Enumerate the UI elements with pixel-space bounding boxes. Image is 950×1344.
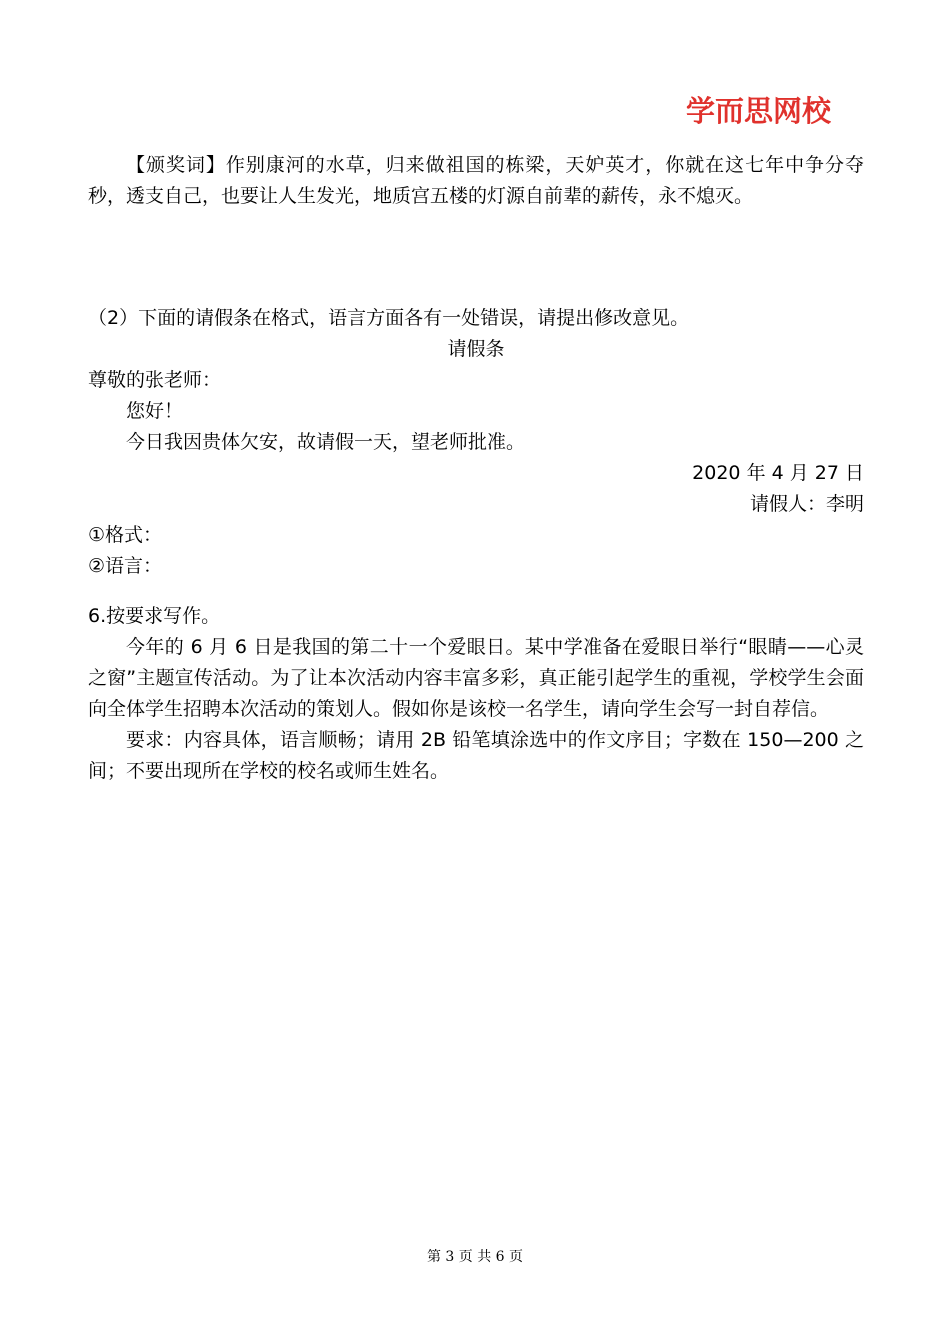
leave-note-signature: 请假人：李明 — [749, 493, 864, 515]
page-number: 第 3 页 共 6 页 — [426, 1249, 524, 1265]
leave-note-title: 请假条 — [447, 338, 505, 360]
leave-note — [88, 334, 864, 520]
spacer — [88, 582, 864, 601]
question-6-paragraph: 今年的 6 月 6 日是我国的第二十一个爱眼日。某中学准备在爱眼日举行“眼睛——心灵之窗”主题宣传活动。为了让本次活动内容丰富多彩，真正能引起学生的重视，学校学生会面向全体学生招聘本次活动的策划人。假如你是该校一名学生，请向学生会写一封自荐信。 — [88, 636, 864, 720]
page-content — [88, 150, 864, 787]
leave-note-date: 2020 年 4 月 27 日 — [692, 462, 864, 484]
question-6-requirements: 要求：内容具体，语言顺畅；请用 2B 铅笔填涂选中的作文序目；字数在 150—200 之间；不要出现所在学校的校名或师生姓名。 — [88, 729, 864, 782]
leave-note-body: 今日我因贵体欠安，故请假一天，望老师批准。 — [126, 431, 526, 453]
award-speech: 【颁奖词】作别康河的水草，归来做祖国的栋梁，天妒英才，你就在这七年中争分夺秒，透支自己，也要让人生发光，地质宫五楼的灯源自前辈的薪传，永不熄灭。 — [88, 154, 864, 207]
page-footer — [0, 1247, 950, 1267]
leave-note-salutation: 尊敬的张老师： — [88, 369, 222, 391]
brand-logo — [686, 94, 846, 128]
question-2-prompt: （2）下面的请假条在格式，语言方面各有一处错误，请提出修改意见。 — [88, 307, 690, 329]
answer-format-label: ①格式： — [88, 524, 163, 546]
question-6-heading: 6.按要求写作。 — [88, 605, 221, 627]
leave-note-greeting: 您好！ — [126, 400, 184, 422]
answer-language-label: ②语言： — [88, 555, 163, 577]
brand-logo-text: 学而思网校 — [686, 94, 832, 128]
spacer — [88, 212, 864, 303]
